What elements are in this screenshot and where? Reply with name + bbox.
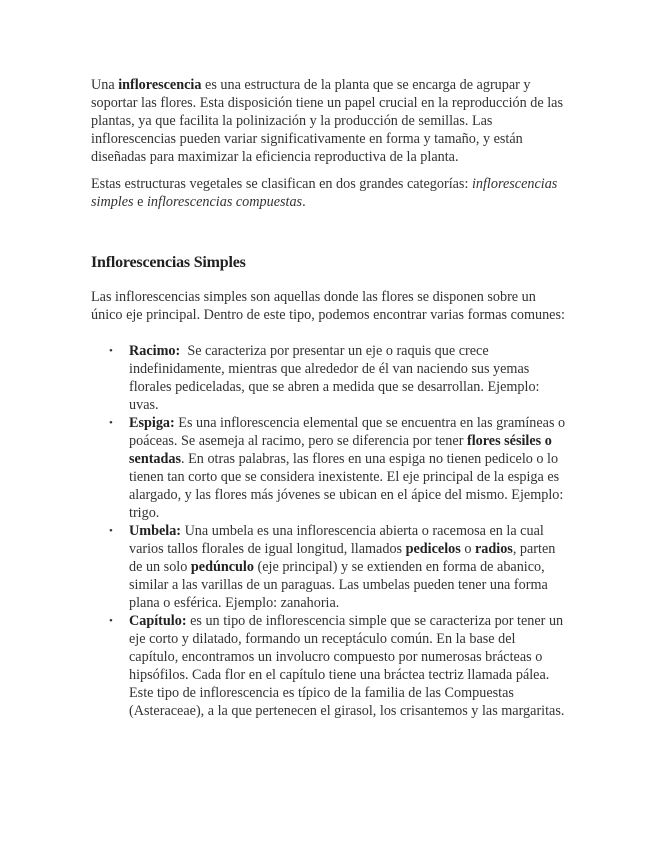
- item-text: es un tipo de inflorescencia simple que se caracteriza por tener un eje corto y dilatado, formando un receptáculo común. En la base del capítulo, encontramos un involucro compuesto por numerosas brácteas o hipsófilos. Cada flor en el capítulo tiene una bráctea tectriz llamada pálea. Este tipo de inflorescencia es típico de la familia de las Compuestas (Asteraceae), a la que pertenecen el girasol, los crisantemos y las margaritas.: [129, 613, 565, 719]
- document-page: [91, 76, 566, 720]
- intro-text-start: Una: [91, 77, 119, 93]
- item-text: Se caracteriza por presentar un eje o raquis que crece indefinidamente, mientras que alrededor de él van naciendo sus yemas florales pediceladas, que se abren a medida que se desarrollan. Ejemplo: uvas.: [129, 343, 544, 413]
- list-item-espiga: [91, 414, 566, 522]
- intro-paragraph-2: [91, 175, 566, 211]
- item-bold-phrase: pedúnculo: [190, 559, 254, 575]
- item-text: Es una inflorescencia elemental que se encuentra en las gramíneas o poáceas. Se asemeja al racimo, pero se diferencia por tener: [129, 415, 566, 449]
- bullet-icon: •: [109, 345, 113, 357]
- section-intro: Las inflorescencias simples son aquellas donde las flores se disponen sobre un único eje principal. Dentro de este tipo, podemos encontrar varias formas comunes:: [91, 289, 565, 323]
- item-text: o: [460, 541, 475, 557]
- item-bold-phrase: radios: [474, 541, 513, 557]
- list-item-umbela: [91, 522, 566, 612]
- inflorescence-list: [91, 342, 566, 720]
- section-heading: Inflorescencias Simples: [91, 254, 246, 271]
- list-item-capitulo: [91, 612, 566, 720]
- categories-period: .: [302, 194, 306, 210]
- categories-text: Estas estructuras vegetales se clasifican en dos grandes categorías:: [91, 176, 472, 192]
- bullet-icon: •: [109, 525, 113, 537]
- item-text: Una umbela es una inflorescencia abierta o racemosa en la cual varios tallos florales de igual longitud, llamados: [129, 523, 544, 557]
- item-text: . En otras palabras, las flores en una espiga no tienen pedicelo o lo tienen tan corto que se considera inexistente. El eje principal de la espiga es alargado, y las flores más jóvenes se ubican en el ápice del mismo. Ejemplo: trigo.: [129, 451, 564, 521]
- bullet-icon: •: [109, 417, 113, 429]
- item-term: Capítulo:: [129, 613, 187, 629]
- simple-category: inflorescencias simples: [91, 176, 558, 210]
- intro-paragraph-1: [91, 76, 566, 166]
- intro-text-rest: es una estructura de la planta que se encarga de agrupar y soportar las flores. Esta disposición tiene un papel crucial en la reproducción de las plantas, ya que facilita la polinización y la producción de semillas. Las inflorescencias pueden variar significativamente en forma y tamaño, y están diseñadas para maximizar la eficiencia reproductiva de la planta.: [91, 77, 563, 165]
- item-text: (eje principal) y se extienden en forma de abanico, similar a las varillas de un paraguas. Las umbelas pueden tener una forma plana o esférica. Ejemplo: zanahoria.: [129, 559, 548, 611]
- inflorescencia-term: inflorescencia: [118, 77, 202, 93]
- bullet-icon: •: [109, 615, 113, 627]
- item-term: Espiga:: [129, 415, 175, 431]
- item-bold-phrase: pedicelos: [405, 541, 461, 557]
- list-item-racimo: [91, 342, 566, 414]
- item-term: Umbela:: [129, 523, 182, 539]
- item-bold-phrase: flores sésiles o sentadas: [129, 433, 552, 467]
- compound-category: inflorescencias compuestas: [146, 194, 303, 210]
- item-text: , parten de un solo: [129, 541, 556, 575]
- categories-conjunction: e: [133, 194, 147, 210]
- item-term: Racimo:: [129, 343, 181, 359]
